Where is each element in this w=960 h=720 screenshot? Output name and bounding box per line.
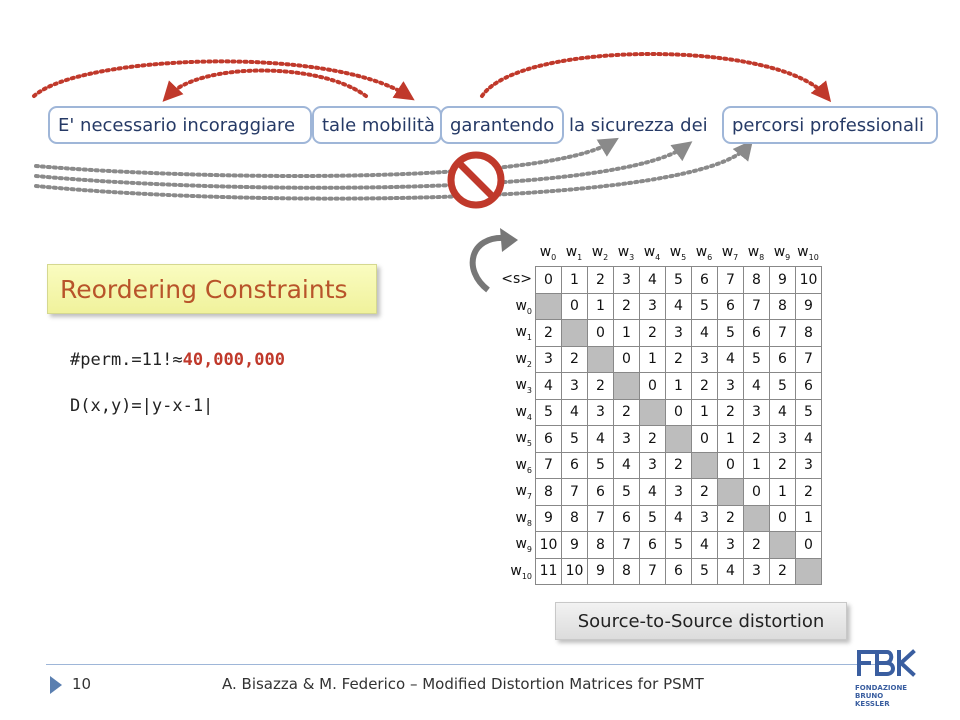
no-entry-icon [451, 155, 501, 205]
matrix-cell [640, 399, 666, 426]
matrix-cell: 5 [796, 399, 822, 426]
matrix-cell: 2 [614, 399, 640, 426]
row-header: $w_6$ [515, 456, 532, 475]
matrix-cell: 6 [536, 426, 562, 453]
row-header: $w_{10}$ [510, 562, 532, 581]
matrix-cell [770, 532, 796, 559]
footer-bullet-icon [50, 676, 62, 694]
matrix-cell: 3 [718, 532, 744, 559]
matrix-cell: 7 [770, 320, 796, 347]
matrix-cell: 3 [744, 558, 770, 585]
matrix-cell: 1 [640, 346, 666, 373]
distortion-formula: D(x,y)=|y-x-1| [70, 396, 214, 416]
matrix-cell: 8 [614, 558, 640, 585]
column-header: $w_7$ [721, 244, 739, 262]
matrix-cell: 8 [744, 267, 770, 294]
matrix-cell: 2 [666, 452, 692, 479]
matrix-cell: 3 [588, 399, 614, 426]
matrix-cell: 4 [666, 505, 692, 532]
matrix-cell: 2 [692, 373, 718, 400]
matrix-row [536, 320, 822, 347]
matrix-row [536, 373, 822, 400]
matrix-cell: 7 [718, 267, 744, 294]
column-header: $w_3$ [617, 244, 635, 262]
matrix-cell: 3 [614, 426, 640, 453]
matrix-cell: 7 [640, 558, 666, 585]
grey-arrow-3 [36, 146, 748, 199]
matrix-cell [718, 479, 744, 506]
row-header: $w_0$ [515, 297, 532, 316]
matrix-cell: 4 [692, 532, 718, 559]
matrix-cell: 3 [692, 346, 718, 373]
matrix-cell: 4 [718, 346, 744, 373]
matrix-cell: 0 [666, 399, 692, 426]
matrix-cell: 1 [744, 452, 770, 479]
column-header: $w_1$ [565, 244, 583, 262]
matrix-cell: 5 [562, 426, 588, 453]
matrix-cell: 9 [562, 532, 588, 559]
matrix-cell: 8 [796, 320, 822, 347]
word-1: E' necessario incoraggiare [48, 106, 312, 144]
matrix-cell: 8 [536, 479, 562, 506]
matrix-cell: 2 [692, 479, 718, 506]
matrix-cell: 6 [666, 558, 692, 585]
matrix-cell: 2 [718, 399, 744, 426]
matrix-cell: 1 [562, 267, 588, 294]
matrix-cell: 1 [588, 293, 614, 320]
matrix-row [536, 479, 822, 506]
matrix-cell: 1 [770, 479, 796, 506]
matrix-cell: 2 [770, 558, 796, 585]
matrix-cell: 7 [562, 479, 588, 506]
perm-value: 40,000,000 [182, 350, 285, 370]
column-header: $w_8$ [747, 244, 765, 262]
matrix-cell: 5 [692, 558, 718, 585]
matrix-cell: 6 [692, 267, 718, 294]
row-header: $w_3$ [515, 377, 532, 395]
perm-prefix: #perm.=11!≈ [70, 350, 183, 370]
matrix-row [536, 452, 822, 479]
matrix-cell: 2 [588, 373, 614, 400]
matrix-row [536, 293, 822, 320]
column-header: $w_{10}$ [797, 244, 819, 262]
matrix-cell: 3 [640, 293, 666, 320]
matrix-cell: 10 [796, 267, 822, 294]
section-title: Reordering Constraints [47, 264, 377, 314]
matrix-cell: 4 [692, 320, 718, 347]
matrix-cell: 0 [718, 452, 744, 479]
matrix-cell [614, 373, 640, 400]
matrix-cell: 7 [614, 532, 640, 559]
matrix-cell [692, 452, 718, 479]
matrix-cell: 1 [666, 373, 692, 400]
matrix-cell [588, 346, 614, 373]
matrix-cell: 0 [562, 293, 588, 320]
matrix-cell: 6 [744, 320, 770, 347]
matrix-cell: 2 [640, 426, 666, 453]
matrix-cell: 4 [640, 479, 666, 506]
matrix-row [536, 532, 822, 559]
matrix-cell: 10 [562, 558, 588, 585]
matrix-cell: 4 [588, 426, 614, 453]
matrix-cell: 5 [718, 320, 744, 347]
matrix-cell: 5 [770, 373, 796, 400]
matrix-cell: 2 [744, 532, 770, 559]
matrix-row [536, 558, 822, 585]
matrix-cell: 2 [588, 267, 614, 294]
column-header: $w_5$ [669, 244, 687, 262]
matrix-cell: 5 [614, 479, 640, 506]
grey-arrow-1 [36, 142, 612, 176]
matrix-cell: 3 [796, 452, 822, 479]
matrix-cell: 4 [796, 426, 822, 453]
matrix-cell: 4 [744, 373, 770, 400]
matrix-cell: 2 [614, 293, 640, 320]
word-3: garantendo [440, 106, 564, 144]
matrix-row [536, 267, 822, 294]
matrix-cell: 6 [718, 293, 744, 320]
matrix-cell: 3 [692, 505, 718, 532]
row-header: $w_2$ [515, 350, 532, 369]
matrix-cell: 1 [692, 399, 718, 426]
matrix-cell: 4 [640, 267, 666, 294]
matrix-cell: 2 [718, 505, 744, 532]
matrix-cell: 1 [614, 320, 640, 347]
matrix-row [536, 426, 822, 453]
matrix-cell: 5 [692, 293, 718, 320]
matrix-cell: 2 [562, 346, 588, 373]
matrix-cell: 6 [588, 479, 614, 506]
matrix-cell: 7 [796, 346, 822, 373]
row-header: $w_8$ [515, 509, 532, 528]
matrix-cell: 3 [744, 399, 770, 426]
matrix-cell: 3 [536, 346, 562, 373]
matrix-cell: 2 [796, 479, 822, 506]
matrix-cell: 4 [536, 373, 562, 400]
column-header: $w_9$ [773, 244, 791, 262]
matrix-cell: 6 [796, 373, 822, 400]
matrix-cell: 2 [666, 346, 692, 373]
row-header: $w_4$ [515, 403, 532, 422]
matrix-cell: 6 [770, 346, 796, 373]
matrix-cell: 0 [588, 320, 614, 347]
matrix-cell: 8 [770, 293, 796, 320]
matrix-cell: 3 [666, 320, 692, 347]
permutation-formula [70, 350, 285, 370]
matrix-cell: 5 [744, 346, 770, 373]
matrix-cell: 3 [640, 452, 666, 479]
matrix-cell: 3 [770, 426, 796, 453]
matrix-cell: 7 [744, 293, 770, 320]
logo-subtitle: FONDAZIONE BRUNO KESSLER [855, 684, 908, 708]
row-header: $w_9$ [515, 536, 532, 554]
matrix-cell: 8 [562, 505, 588, 532]
row-header: $w_1$ [515, 324, 532, 342]
matrix-row [536, 346, 822, 373]
matrix-cell: 5 [666, 532, 692, 559]
red-arrow-1 [34, 61, 408, 96]
matrix-cell: 2 [640, 320, 666, 347]
matrix-cell: 4 [718, 558, 744, 585]
column-header: $w_0$ [539, 244, 557, 262]
matrix-cell: 4 [562, 399, 588, 426]
matrix-cell: 6 [640, 532, 666, 559]
matrix-cell: 3 [718, 373, 744, 400]
row-header: <s> [501, 271, 532, 287]
matrix-cell: 2 [536, 320, 562, 347]
matrix-cell: 9 [796, 293, 822, 320]
matrix-cell: 0 [614, 346, 640, 373]
matrix-cell [796, 558, 822, 585]
fbk-logo [855, 648, 917, 708]
matrix-cell: 4 [666, 293, 692, 320]
footer-divider [46, 664, 886, 665]
grey-arrow-2 [36, 146, 686, 188]
matrix-cell: 7 [588, 505, 614, 532]
page-number: 10 [72, 675, 92, 693]
distortion-matrix [535, 266, 822, 585]
matrix-cell: 6 [562, 452, 588, 479]
matrix-cell: 11 [536, 558, 562, 585]
matrix-row [536, 505, 822, 532]
word-2: tale mobilità [312, 106, 442, 144]
matrix-cell: 0 [536, 267, 562, 294]
matrix-cell: 0 [640, 373, 666, 400]
matrix-cell: 7 [536, 452, 562, 479]
matrix-cell: 5 [640, 505, 666, 532]
matrix-caption: Source-to-Source distortion [555, 602, 847, 640]
matrix-cell: 1 [796, 505, 822, 532]
matrix-cell: 0 [692, 426, 718, 453]
matrix-cell: 5 [666, 267, 692, 294]
matrix-cell: 2 [770, 452, 796, 479]
matrix-cell [666, 426, 692, 453]
matrix-cell: 8 [588, 532, 614, 559]
matrix-cell: 5 [588, 452, 614, 479]
matrix-cell [562, 320, 588, 347]
matrix-cell: 0 [744, 479, 770, 506]
row-header: $w_5$ [515, 430, 532, 448]
matrix-cell: 3 [562, 373, 588, 400]
word-5: percorsi professionali [722, 106, 938, 144]
column-header: $w_6$ [695, 244, 713, 262]
red-arrow-2 [168, 71, 366, 97]
fbk-logo-icon [855, 648, 917, 678]
footer-citation: A. Bisazza & M. Federico – Modified Distortion Matrices for PSMT [222, 675, 704, 693]
matrix-cell: 9 [536, 505, 562, 532]
row-header: $w_7$ [515, 483, 532, 501]
matrix-cell: 6 [614, 505, 640, 532]
column-header: $w_4$ [643, 244, 661, 262]
matrix-cell: 5 [536, 399, 562, 426]
matrix-cell [744, 505, 770, 532]
matrix-cell: 3 [666, 479, 692, 506]
matrix-cell: 0 [770, 505, 796, 532]
matrix-row [536, 399, 822, 426]
matrix-cell [536, 293, 562, 320]
matrix-cell: 0 [796, 532, 822, 559]
matrix-cell: 4 [770, 399, 796, 426]
matrix-cell: 9 [770, 267, 796, 294]
matrix-cell: 4 [614, 452, 640, 479]
matrix-cell: 9 [588, 558, 614, 585]
red-arrow-3 [482, 54, 826, 96]
matrix-cell: 2 [744, 426, 770, 453]
matrix-cell: 10 [536, 532, 562, 559]
matrix-cell: 3 [614, 267, 640, 294]
column-header: $w_2$ [591, 244, 609, 262]
matrix-cell: 1 [718, 426, 744, 453]
word-4: la sicurezza dei [569, 114, 708, 136]
